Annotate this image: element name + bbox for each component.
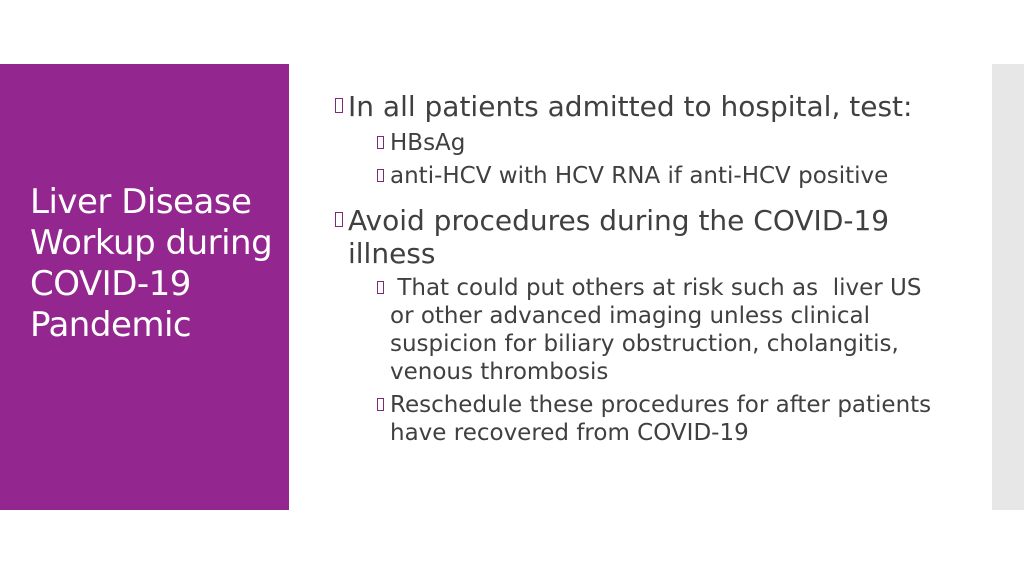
slide-content [332, 90, 952, 452]
right-decorative-strip [992, 64, 1024, 510]
sub-bullet-item [332, 391, 952, 447]
sub-bullet-text: HBsAg [390, 130, 466, 156]
bullet-item [332, 204, 952, 270]
square-outline-bullet-icon [335, 98, 343, 113]
sub-bullet-item [332, 129, 952, 157]
sub-bullet-text: Reschedule these procedures for after patients have recovered from COVID-19 [390, 392, 932, 446]
square-outline-bullet-icon [377, 136, 384, 149]
square-outline-bullet-icon [377, 281, 384, 294]
bullet-text: In all patients admitted to hospital, test: [348, 90, 913, 123]
square-outline-bullet-icon [377, 169, 384, 182]
sub-bullet-text: anti-HCV with HCV RNA if anti-HCV positive [390, 163, 889, 189]
bullet-item [332, 90, 952, 123]
sub-bullet-item [332, 274, 952, 386]
square-outline-bullet-icon [377, 398, 384, 411]
bullet-text: Avoid procedures during the COVID-19 illness [348, 204, 890, 270]
sub-bullet-text: That could put others at risk such as liver US or other advanced imaging unless clinical suspicion for biliary obstruction, cholangitis, venous thrombosis [390, 275, 929, 385]
sub-bullet-item [332, 162, 952, 190]
slide-title: Liver Disease Workup during COVID-19 Pandemic [30, 182, 273, 345]
square-outline-bullet-icon [335, 212, 343, 227]
